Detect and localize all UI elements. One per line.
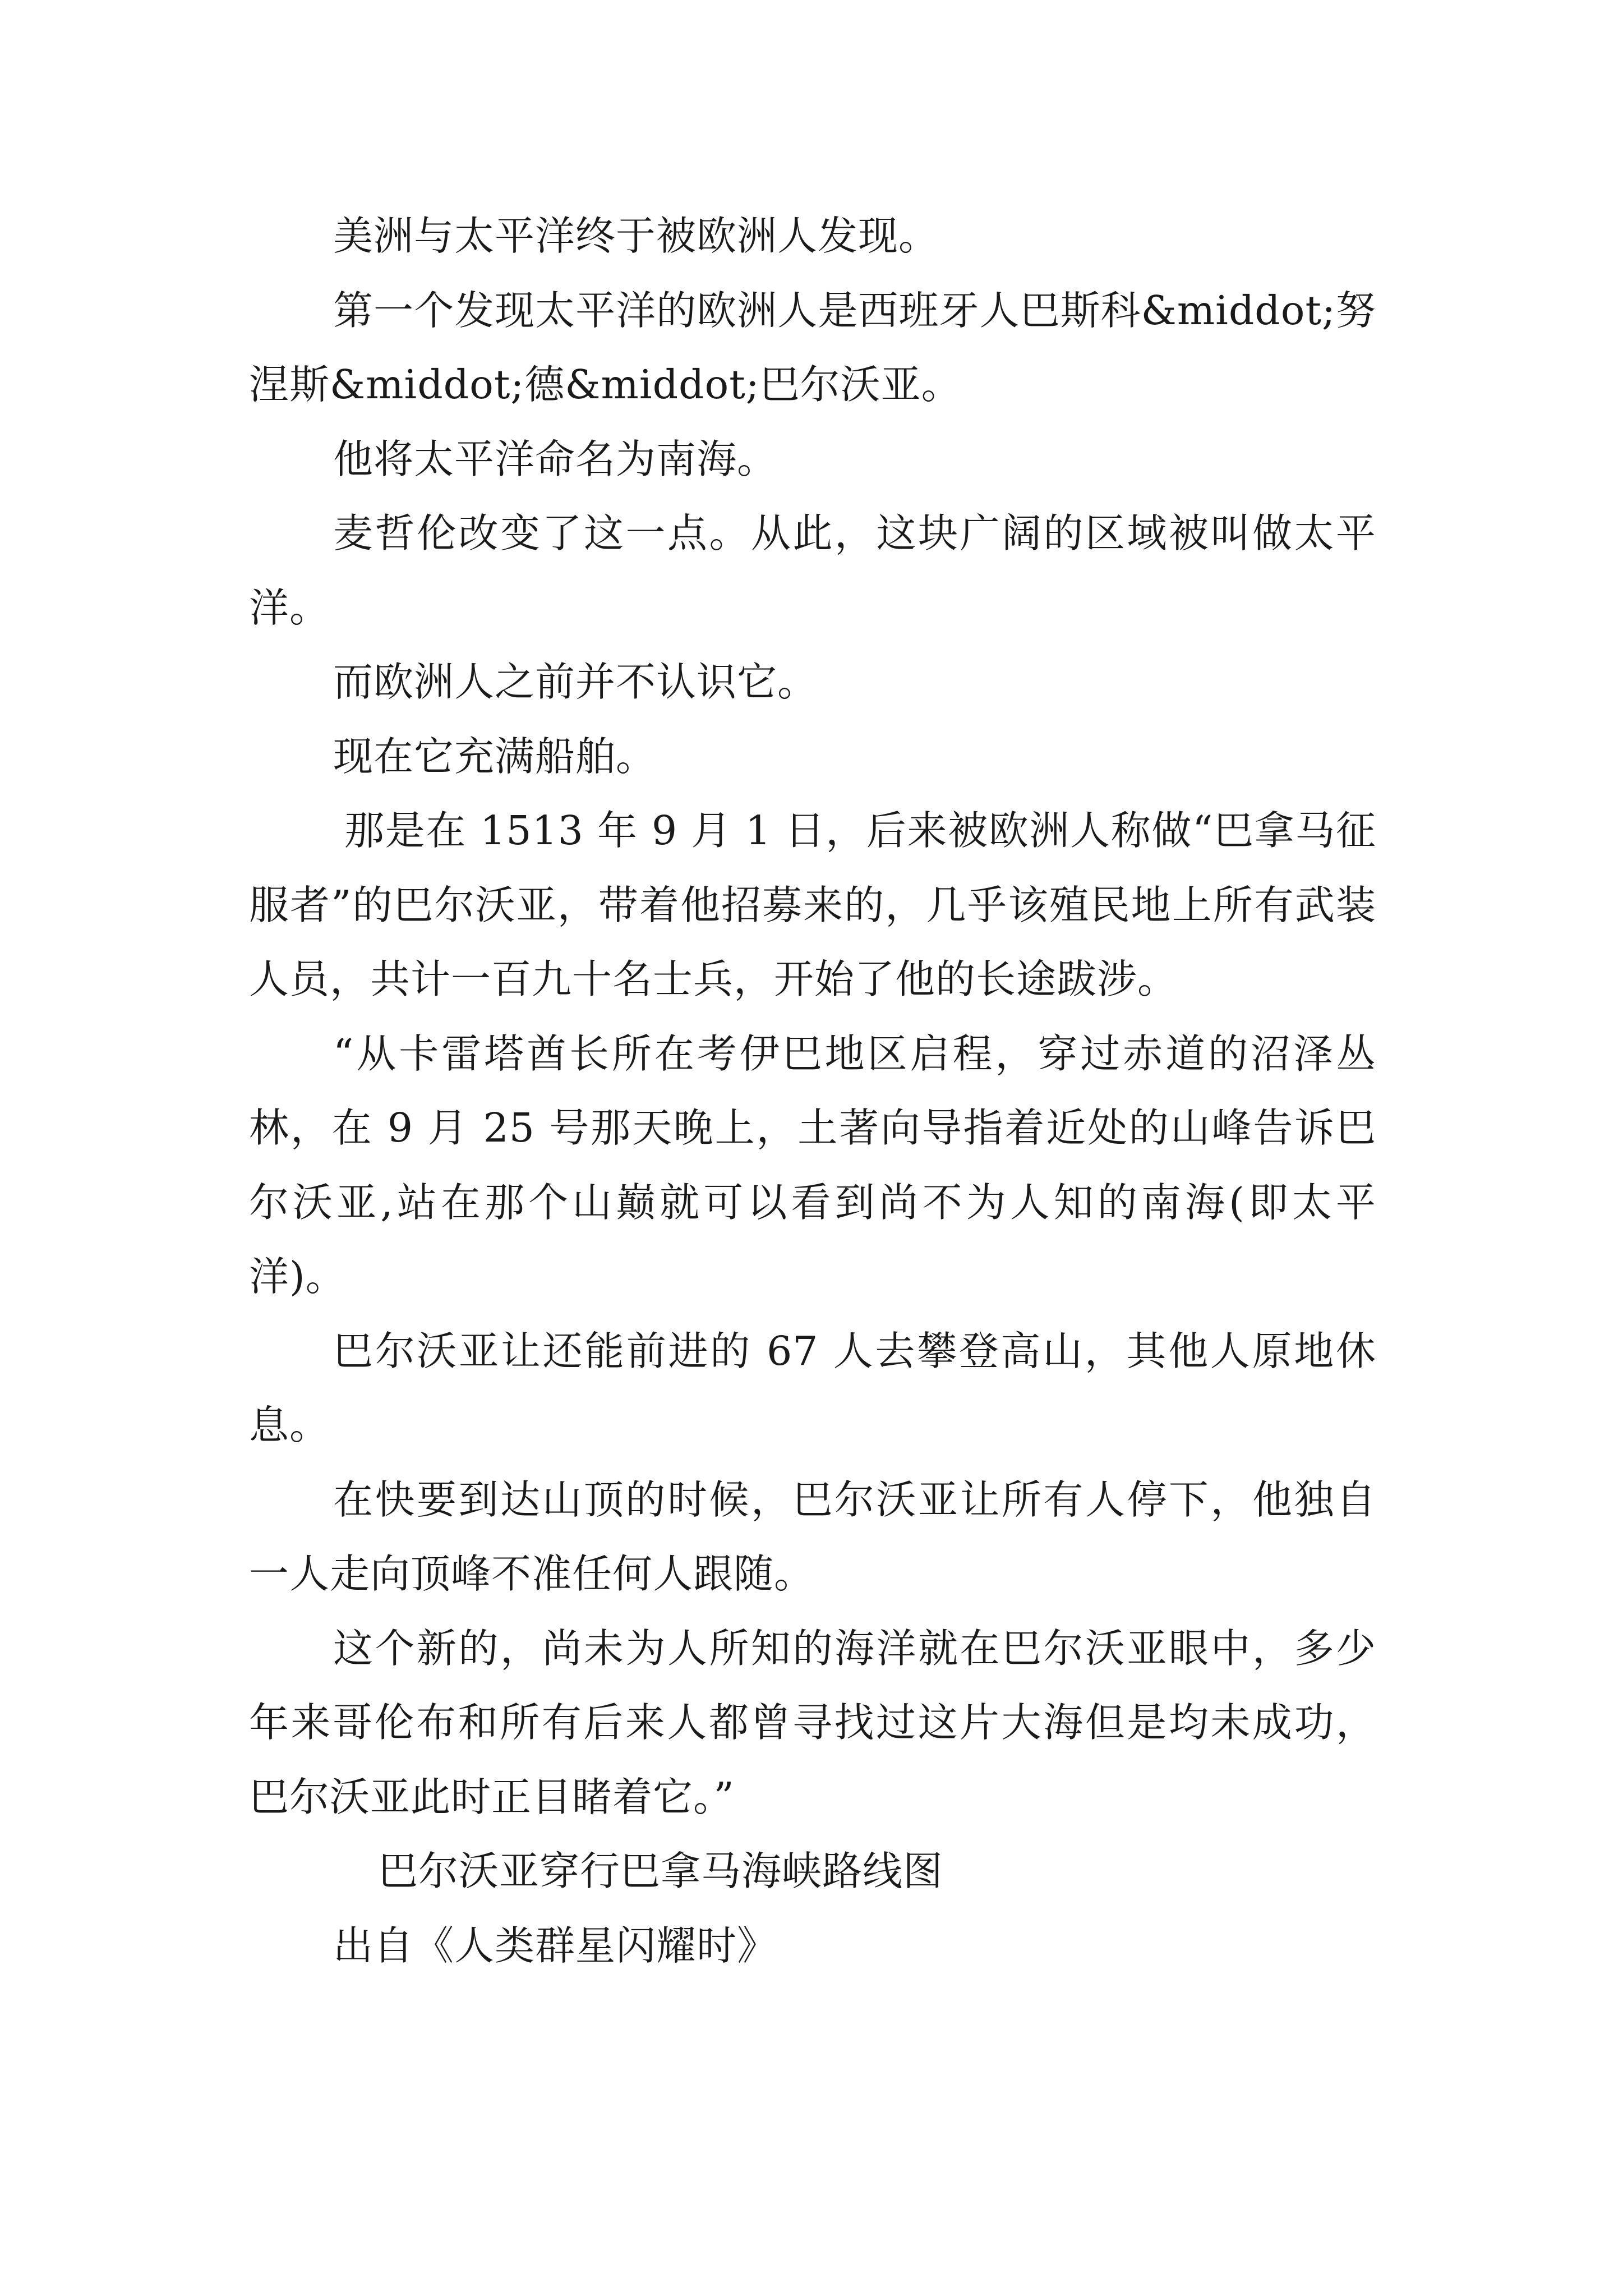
paragraph: 巴尔沃亚让还能前进的 67 人去攀登高山，其他人原地休息。 — [249, 1327, 1376, 1448]
paragraph: 麦哲伦改变了这一点。从此，这块广阔的区域被叫做太平洋。 — [249, 510, 1376, 631]
source-line: 出自《人类群星闪耀时》 — [333, 1922, 778, 1969]
quote-paragraph: “从卡雷塔酋长所在考伊巴地区启程，穿过赤道的沼泽丛林，在 9 月 25 号那天晚上，土著向导指着近处的山峰告诉巴尔沃亚,站在那个山巅就可以看到尚不为人知的南海(即太平洋)。 — [249, 1030, 1376, 1300]
paragraph: 现在它充满船舶。 — [333, 733, 657, 780]
paragraph: 那是在 1513 年 9 月 1 日，后来被欧洲人称做“巴拿马征服者”的巴尔沃亚，带着他招募来的，几乎该殖民地上所有武装人员，共计一百九十名士兵，开始了他的长途跋涉。 — [249, 807, 1376, 1002]
paragraph: 美洲与太平洋终于被欧洲人发现。 — [333, 213, 939, 259]
paragraph: 这个新的，尚未为人所知的海洋就在巴尔沃亚眼中，多少年来哥伦布和所有后来人都曾寻找过这片大海但是均未成功，巴尔沃亚此时正目睹着它。” — [249, 1625, 1376, 1820]
body-text — [249, 199, 1376, 1983]
figure-caption: 巴尔沃亚穿行巴拿马海峡路线图 — [378, 1848, 944, 1894]
paragraph: 他将太平洋命名为南海。 — [333, 435, 778, 482]
paragraph: 而欧洲人之前并不认识它。 — [333, 659, 818, 705]
paragraph: 第一个发现太平洋的欧洲人是西班牙人巴斯科&middot;努涅斯&middot;德&middot;巴尔沃亚。 — [249, 287, 1376, 408]
paragraph: 在快要到达山顶的时候，巴尔沃亚让所有人停下，他独自一人走向顶峰不准任何人跟随。 — [249, 1476, 1376, 1597]
